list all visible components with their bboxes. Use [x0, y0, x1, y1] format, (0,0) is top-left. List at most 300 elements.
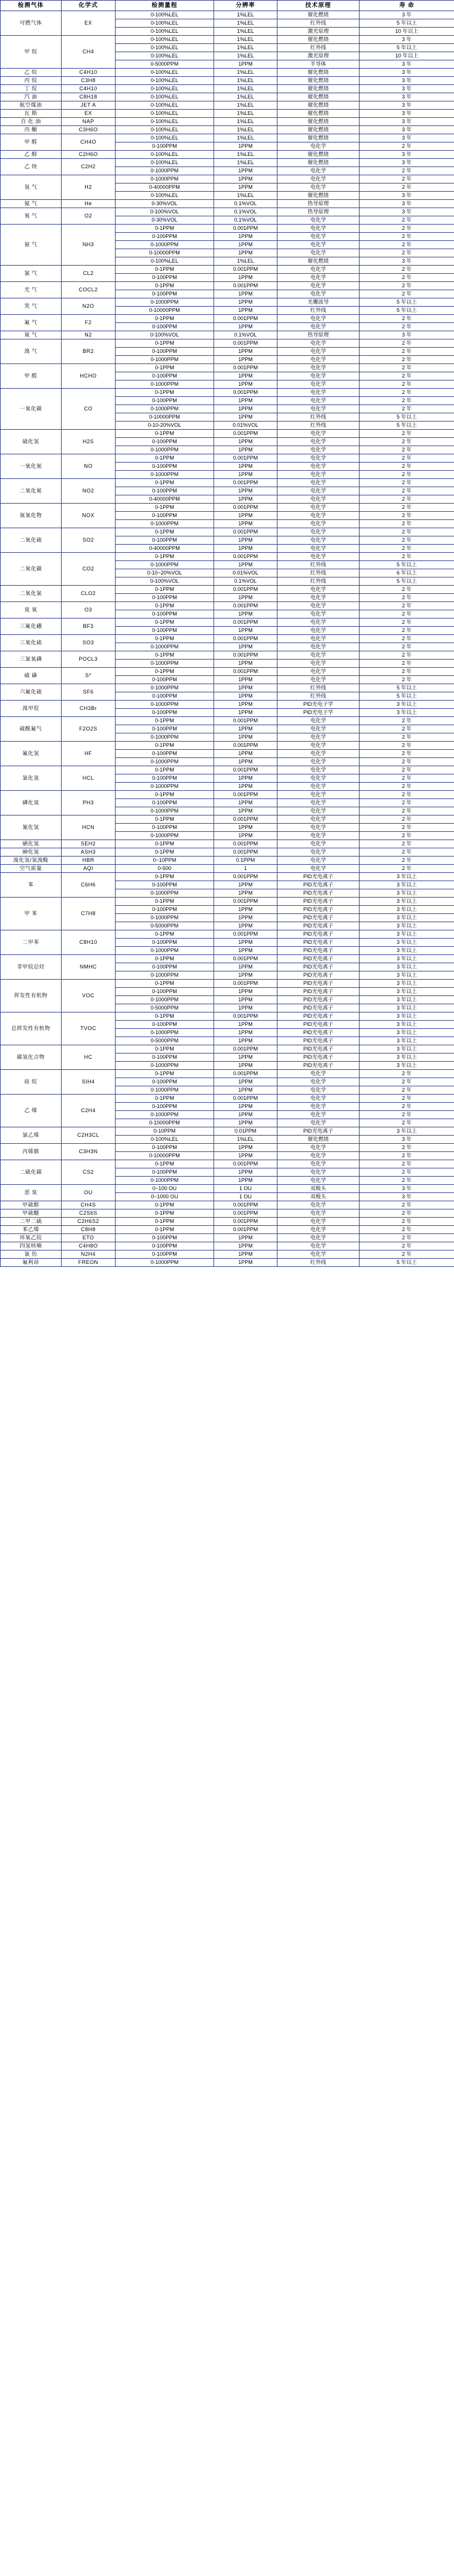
technology-cell: 电化学 [277, 545, 360, 553]
lifetime-cell: 3 年以上 [360, 971, 454, 980]
technology-cell: 电化学 [277, 1234, 360, 1242]
chemical-formula-cell: C8H18 [62, 93, 116, 101]
technology-cell: 电化学 [277, 1095, 360, 1103]
lifetime-cell: 6 年以上 [360, 569, 454, 577]
resolution-cell: 0.001PPM [214, 1095, 277, 1103]
resolution-cell: 1%LEL [214, 1136, 277, 1144]
lifetime-cell: 2 年 [360, 225, 454, 233]
resolution-cell: 1PPM [214, 733, 277, 742]
detection-range-cell: 0-1000PPM [116, 889, 214, 898]
gas-name-cell: 苯 [1, 873, 62, 898]
chemical-formula-cell: CLO2 [62, 586, 116, 602]
table-row [1, 791, 454, 799]
detection-range-cell: 0-1PPM [116, 1012, 214, 1021]
detection-range-cell: 0-500 [116, 865, 214, 873]
technology-cell: 催化燃烧 [277, 126, 360, 134]
resolution-cell: 1PPM [214, 520, 277, 528]
gas-name-cell: 氮 气 [1, 331, 62, 339]
technology-cell: 电化学 [277, 791, 360, 799]
detection-range-cell: 0-100%VOL [116, 208, 214, 216]
detection-range-cell: 0-1PPM [116, 930, 214, 939]
resolution-cell: 1PPM [214, 996, 277, 1004]
detection-range-cell: 0-100%LEL [116, 151, 214, 159]
lifetime-cell: 2 年 [360, 618, 454, 627]
detection-range-cell: 0-1PPM [116, 602, 214, 610]
gas-name-cell: 硫 磺 [1, 668, 62, 684]
technology-cell: 热导原理 [277, 331, 360, 339]
lifetime-cell: 2 年 [360, 487, 454, 495]
gas-name-cell: 苯乙烯 [1, 1226, 62, 1234]
detection-range-cell: 0-1PPM [116, 898, 214, 906]
gas-name-cell: 氟 气 [1, 315, 62, 331]
technology-cell: 电化学 [277, 865, 360, 873]
lifetime-cell: 3 年以上 [360, 873, 454, 881]
lifetime-cell: 3 年以上 [360, 889, 454, 898]
resolution-cell: 1PPM [214, 1078, 277, 1086]
lifetime-cell: 10 年以上 [360, 52, 454, 60]
gas-name-cell: 甲 苯 [1, 898, 62, 930]
technology-cell: 电化学 [277, 175, 360, 183]
technology-cell: 电化学 [277, 1209, 360, 1218]
lifetime-cell: 2 年 [360, 1242, 454, 1250]
technology-cell: PID光电离子 [277, 881, 360, 889]
resolution-cell: 0.001PPM [214, 553, 277, 561]
chemical-formula-cell: ASH3 [62, 848, 116, 857]
lifetime-cell: 2 年 [360, 799, 454, 807]
lifetime-cell: 10 年以上 [360, 28, 454, 36]
detection-range-cell: 0-100PPM [116, 906, 214, 914]
lifetime-cell: 3 年以上 [360, 906, 454, 914]
table-row [1, 528, 454, 536]
resolution-cell: 1PPM [214, 463, 277, 471]
gas-name-cell: 氯乙烯 [1, 1127, 62, 1144]
chemical-formula-cell: N2O [62, 298, 116, 315]
table-row [1, 331, 454, 339]
table-row [1, 1201, 454, 1209]
lifetime-cell: 2 年 [360, 635, 454, 643]
gas-name-cell: 二甲苯 [1, 930, 62, 955]
technology-cell: 电化学 [277, 1160, 360, 1168]
resolution-cell: 0.001PPM [214, 717, 277, 725]
resolution-cell: 0.001PPM [214, 282, 277, 290]
detection-range-cell: 0-100%LEL [116, 52, 214, 60]
chemical-formula-cell: EX [62, 110, 116, 118]
detection-range-cell: 0-40000PPM [116, 183, 214, 192]
resolution-cell: 0.001PPM [214, 668, 277, 676]
lifetime-cell: 3 年以上 [360, 1012, 454, 1021]
detection-range-cell: 0-1000PPM [116, 471, 214, 479]
resolution-cell: 1%LEL [214, 257, 277, 266]
technology-cell: 电化学 [277, 348, 360, 356]
gas-name-cell: 二氧化硫 [1, 528, 62, 553]
resolution-cell: 1%LEL [214, 192, 277, 200]
lifetime-cell: 2 年 [360, 742, 454, 750]
technology-cell: 催化燃烧 [277, 36, 360, 44]
gas-name-cell: 二甲二硫 [1, 1218, 62, 1226]
resolution-cell: 0.001PPM [214, 339, 277, 348]
lifetime-cell: 5 年以上 [360, 44, 454, 52]
detection-range-cell: 0-100PPM [116, 233, 214, 241]
gas-name-cell: 砷化氢 [1, 848, 62, 857]
technology-cell: 红外线 [277, 561, 360, 569]
detection-range-cell: 0-1000PPM [116, 758, 214, 766]
chemical-formula-cell: O2 [62, 208, 116, 225]
detection-range-cell: 0-100%LEL [116, 134, 214, 142]
gas-name-cell: 溴化氢/氢溴酸 [1, 857, 62, 865]
technology-cell: 电化学 [277, 183, 360, 192]
resolution-cell: 1PPM [214, 1103, 277, 1111]
technology-cell: 电化学 [277, 266, 360, 274]
chemical-formula-cell: VOC [62, 980, 116, 1012]
technology-cell: 电化学 [277, 1103, 360, 1111]
gas-name-cell: 六氟化硫 [1, 684, 62, 701]
lifetime-cell: 2 年 [360, 1234, 454, 1242]
technology-cell: 双极头 [277, 1185, 360, 1193]
detection-range-cell: 0-1PPM [116, 1218, 214, 1226]
resolution-cell: 1PPM [214, 758, 277, 766]
detection-range-cell: 0-1000PPM [116, 701, 214, 709]
detection-range-cell: 0-100PPM [116, 610, 214, 618]
resolution-cell: 1PPM [214, 405, 277, 413]
technology-cell: 电化学 [277, 733, 360, 742]
chemical-formula-cell: CO [62, 389, 116, 430]
lifetime-cell: 2 年 [360, 471, 454, 479]
detection-range-cell: 0-1PPM [116, 1160, 214, 1168]
table-row [1, 118, 454, 126]
detection-range-cell: 0-1000PPM [116, 832, 214, 840]
resolution-cell: 0.1%VOL [214, 331, 277, 339]
gas-name-cell: 自 化 油 [1, 118, 62, 126]
gas-name-cell: 硫化氢 [1, 430, 62, 454]
detection-range-cell: 0-100PPM [116, 323, 214, 331]
detection-range-cell: 0-10000PPM [116, 1119, 214, 1127]
resolution-cell: 1PPM [214, 906, 277, 914]
table-row [1, 101, 454, 110]
technology-cell: 电化学 [277, 512, 360, 520]
table-row [1, 1234, 454, 1242]
resolution-cell: 1PPM [214, 676, 277, 684]
table-row [1, 930, 454, 939]
lifetime-cell: 2 年 [360, 553, 454, 561]
table-row [1, 848, 454, 857]
lifetime-cell: 2 年 [360, 241, 454, 249]
chemical-formula-cell: C4H10 [62, 85, 116, 93]
detection-range-cell: 0-1000PPM [116, 446, 214, 454]
detection-range-cell: 0-1000PPM [116, 783, 214, 791]
technology-cell: PID光电子学 [277, 709, 360, 717]
lifetime-cell: 2 年 [360, 848, 454, 857]
lifetime-cell: 2 年 [360, 479, 454, 487]
table-row [1, 36, 454, 44]
detection-range-cell: 0-100PPM [116, 1234, 214, 1242]
detection-range-cell: 0-100PPM [116, 627, 214, 635]
detection-range-cell: 0-1PPM [116, 848, 214, 857]
resolution-cell: 1PPM [214, 832, 277, 840]
detection-range-cell: 0-10~20%VOL [116, 569, 214, 577]
lifetime-cell: 2 年 [360, 495, 454, 504]
technology-cell: PID光电离子 [277, 971, 360, 980]
gas-name-cell: 乙 醇 [1, 151, 62, 159]
resolution-cell: 0.001PPM [214, 651, 277, 660]
technology-cell: PID光电离子 [277, 1062, 360, 1070]
detection-range-cell: 0-100PPM [116, 774, 214, 783]
detection-range-cell: 0-100PPM [116, 1078, 214, 1086]
detection-range-cell: 0-1PPM [116, 266, 214, 274]
resolution-cell: 0.001PPM [214, 815, 277, 824]
technology-cell: PID光电离子 [277, 1012, 360, 1021]
table-row [1, 93, 454, 101]
technology-cell: 电化学 [277, 233, 360, 241]
resolution-cell: 1PPM [214, 1259, 277, 1267]
table-row [1, 840, 454, 848]
technology-cell: 电化学 [277, 602, 360, 610]
detection-range-cell: 0-100PPM [116, 142, 214, 151]
gas-name-cell: 氦 气 [1, 200, 62, 208]
column-header-formula: 化学式 [62, 1, 116, 11]
resolution-cell: 1PPM [214, 438, 277, 446]
chemical-formula-cell: C2H6S2 [62, 1218, 116, 1226]
lifetime-cell: 2 年 [360, 1177, 454, 1185]
detection-range-cell: 0-1PPM [116, 717, 214, 725]
detection-range-cell: 0-1000PPM [116, 996, 214, 1004]
detection-range-cell: 0-1000PPM [116, 167, 214, 175]
table-row [1, 684, 454, 692]
resolution-cell: 0.001PPM [214, 766, 277, 774]
gas-name-cell: 挥发性有机物 [1, 980, 62, 1012]
detection-range-cell: 0-100PPM [116, 799, 214, 807]
technology-cell: 催化燃烧 [277, 77, 360, 85]
table-row [1, 857, 454, 865]
gas-name-cell: 甲硫醇 [1, 1201, 62, 1209]
lifetime-cell: 5 年以上 [360, 692, 454, 701]
lifetime-cell: 2 年 [360, 504, 454, 512]
detection-range-cell: 0-100PPM [116, 709, 214, 717]
detection-range-cell: 0-1PPM [116, 586, 214, 594]
chemical-formula-cell: SEH2 [62, 840, 116, 848]
detection-range-cell: 0-1000PPM [116, 561, 214, 569]
chemical-formula-cell: C2H4 [62, 1095, 116, 1127]
table-row [1, 717, 454, 725]
resolution-cell: 1PPM [214, 988, 277, 996]
table-row [1, 298, 454, 307]
technology-cell: 电化学 [277, 471, 360, 479]
lifetime-cell: 2 年 [360, 791, 454, 799]
technology-cell: 催化燃烧 [277, 159, 360, 167]
gas-name-cell: 二氧化氯 [1, 586, 62, 602]
table-row [1, 339, 454, 348]
lifetime-cell: 2 年 [360, 520, 454, 528]
chemical-formula-cell: NMHC [62, 955, 116, 980]
resolution-cell: 0.001PPM [214, 1045, 277, 1053]
chemical-formula-cell: N2H4 [62, 1250, 116, 1259]
resolution-cell: 1%LEL [214, 159, 277, 167]
table-row [1, 980, 454, 988]
detection-range-cell: 0-100PPM [116, 1250, 214, 1259]
lifetime-cell: 2 年 [360, 463, 454, 471]
resolution-cell: 1PPM [214, 1250, 277, 1259]
lifetime-cell: 2 年 [360, 594, 454, 602]
technology-cell: 催化燃烧 [277, 101, 360, 110]
technology-cell: PID光电离子 [277, 1029, 360, 1037]
technology-cell: 电化学 [277, 815, 360, 824]
detection-range-cell: 0-100PPM [116, 881, 214, 889]
technology-cell: PID光电离子 [277, 889, 360, 898]
detection-range-cell: 0-10PPM [116, 1127, 214, 1136]
detection-range-cell: 0-1000PPM [116, 1029, 214, 1037]
chemical-formula-cell: ETO [62, 1234, 116, 1242]
resolution-cell: 1PPM [214, 1021, 277, 1029]
lifetime-cell: 3 年以上 [360, 1004, 454, 1012]
detection-range-cell: 0-100PPM [116, 692, 214, 701]
lifetime-cell: 3 年以上 [360, 881, 454, 889]
table-row [1, 200, 454, 208]
technology-cell: 催化燃烧 [277, 192, 360, 200]
detection-range-cell: 0-1PPM [116, 479, 214, 487]
technology-cell: PID光电离子 [277, 939, 360, 947]
resolution-cell: 0.001PPM [214, 430, 277, 438]
resolution-cell: 0.001PPM [214, 528, 277, 536]
detection-range-cell: 0-100PPM [116, 1242, 214, 1250]
technology-cell: 电化学 [277, 290, 360, 298]
technology-cell: 电化学 [277, 618, 360, 627]
technology-cell: 催化燃烧 [277, 110, 360, 118]
resolution-cell: 1PPM [214, 413, 277, 422]
resolution-cell: 1PPM [214, 323, 277, 331]
gas-name-cell: 甲 烷 [1, 36, 62, 69]
gas-name-cell: 空气质量 [1, 865, 62, 873]
chemical-formula-cell: CH4O [62, 134, 116, 151]
lifetime-cell: 2 年 [360, 142, 454, 151]
detection-range-cell: 0-100%LEL [116, 85, 214, 93]
technology-cell: 电化学 [277, 1177, 360, 1185]
lifetime-cell: 2 年 [360, 167, 454, 175]
lifetime-cell: 3 年 [360, 134, 454, 142]
lifetime-cell: 2 年 [360, 717, 454, 725]
gas-name-cell: 非甲烷总烃 [1, 955, 62, 980]
detection-range-cell: 0-1000PPM [116, 1111, 214, 1119]
resolution-cell: 0.1%VOL [214, 208, 277, 216]
detection-range-cell: 0-1000PPM [116, 356, 214, 364]
detection-range-cell: 0-1PPM [116, 651, 214, 660]
technology-cell: 催化燃烧 [277, 85, 360, 93]
gas-name-cell: 氯化氢 [1, 766, 62, 791]
lifetime-cell: 3 年 [360, 257, 454, 266]
chemical-formula-cell: C2H6O [62, 151, 116, 159]
technology-cell: 电化学 [277, 1119, 360, 1127]
table-row [1, 635, 454, 643]
detection-range-cell: 0-10000PPM [116, 413, 214, 422]
lifetime-cell: 2 年 [360, 274, 454, 282]
resolution-cell: 0.001PPM [214, 1201, 277, 1209]
gas-name-cell: 恶 臭 [1, 1185, 62, 1201]
lifetime-cell: 3 年以上 [360, 1029, 454, 1037]
table-row [1, 586, 454, 594]
technology-cell: 电化学 [277, 315, 360, 323]
gas-name-cell: 三氟化硼 [1, 618, 62, 635]
technology-cell: 电化学 [277, 651, 360, 660]
lifetime-cell: 3 年 [360, 159, 454, 167]
lifetime-cell: 2 年 [360, 430, 454, 438]
lifetime-cell: 2 年 [360, 651, 454, 660]
resolution-cell: 0.001PPM [214, 980, 277, 988]
chemical-formula-cell: TVOC [62, 1012, 116, 1045]
chemical-formula-cell: CO2 [62, 553, 116, 586]
lifetime-cell: 2 年 [360, 405, 454, 413]
table-row [1, 315, 454, 323]
detection-range-cell: 0-100%LEL [116, 257, 214, 266]
resolution-cell: 1PPM [214, 947, 277, 955]
technology-cell: 电化学 [277, 372, 360, 380]
technology-cell: PID光电离子 [277, 922, 360, 930]
lifetime-cell: 3 年 [360, 60, 454, 69]
chemical-formula-cell: NAP [62, 118, 116, 126]
resolution-cell: 1PPM [214, 807, 277, 815]
resolution-cell: 1PPM [214, 274, 277, 282]
lifetime-cell: 2 年 [360, 660, 454, 668]
table-row [1, 69, 454, 77]
column-header-gas: 检测气体 [1, 1, 62, 11]
resolution-cell: 1PPM [214, 495, 277, 504]
resolution-cell: 1%LEL [214, 36, 277, 44]
resolution-cell: 0.001PPM [214, 225, 277, 233]
resolution-cell: 1PPM [214, 545, 277, 553]
gas-name-cell: 氰化氢 [1, 815, 62, 840]
gas-name-cell: 丙烯腈 [1, 1144, 62, 1160]
detection-range-cell: 0-1000PPM [116, 660, 214, 668]
resolution-cell: 1PPM [214, 799, 277, 807]
chemical-formula-cell: CH4S [62, 1201, 116, 1209]
technology-cell: 红外线 [277, 44, 360, 52]
detection-range-cell: 0-10000PPM [116, 307, 214, 315]
technology-cell: 电化学 [277, 536, 360, 545]
chemical-formula-cell: AQI [62, 865, 116, 873]
lifetime-cell: 2 年 [360, 183, 454, 192]
table-row [1, 208, 454, 216]
gas-name-cell: 臭 氧 [1, 602, 62, 618]
technology-cell: 电化学 [277, 142, 360, 151]
gas-name-cell: 甲 醛 [1, 364, 62, 389]
chemical-formula-cell: PH3 [62, 791, 116, 815]
chemical-formula-cell: C6H6 [62, 873, 116, 898]
technology-cell: PID光电离子 [277, 955, 360, 963]
detection-range-cell: 0-1PPM [116, 668, 214, 676]
gas-name-cell: 乙 炔 [1, 159, 62, 175]
resolution-cell: 0.001PPM [214, 602, 277, 610]
lifetime-cell: 3 年 [360, 208, 454, 216]
technology-cell: 电化学 [277, 1201, 360, 1209]
detection-range-cell: 0-100PPM [116, 536, 214, 545]
resolution-cell: 0.001PPM [214, 1160, 277, 1168]
lifetime-cell: 3 年 [360, 1185, 454, 1193]
lifetime-cell: 2 年 [360, 454, 454, 463]
detection-range-cell: 0~10PPM [116, 857, 214, 865]
technology-cell: 光栅波导 [277, 298, 360, 307]
chemical-formula-cell: CL2 [62, 266, 116, 282]
resolution-cell: 0.001PPM [214, 1070, 277, 1078]
gas-name-cell: 氢 气 [1, 175, 62, 200]
detection-range-cell: 0-1PPM [116, 454, 214, 463]
gas-name-cell: 环氧乙烷 [1, 1234, 62, 1242]
chemical-formula-cell: OU [62, 1185, 116, 1201]
gas-name-cell: 光 气 [1, 282, 62, 298]
detection-range-cell: 0-1000PPM [116, 807, 214, 815]
technology-cell: 电化学 [277, 364, 360, 372]
detection-range-cell: 0-1000PPM [116, 520, 214, 528]
table-row [1, 504, 454, 512]
table-row [1, 1160, 454, 1168]
resolution-cell: 1PPM [214, 175, 277, 183]
technology-cell: 电化学 [277, 216, 360, 225]
